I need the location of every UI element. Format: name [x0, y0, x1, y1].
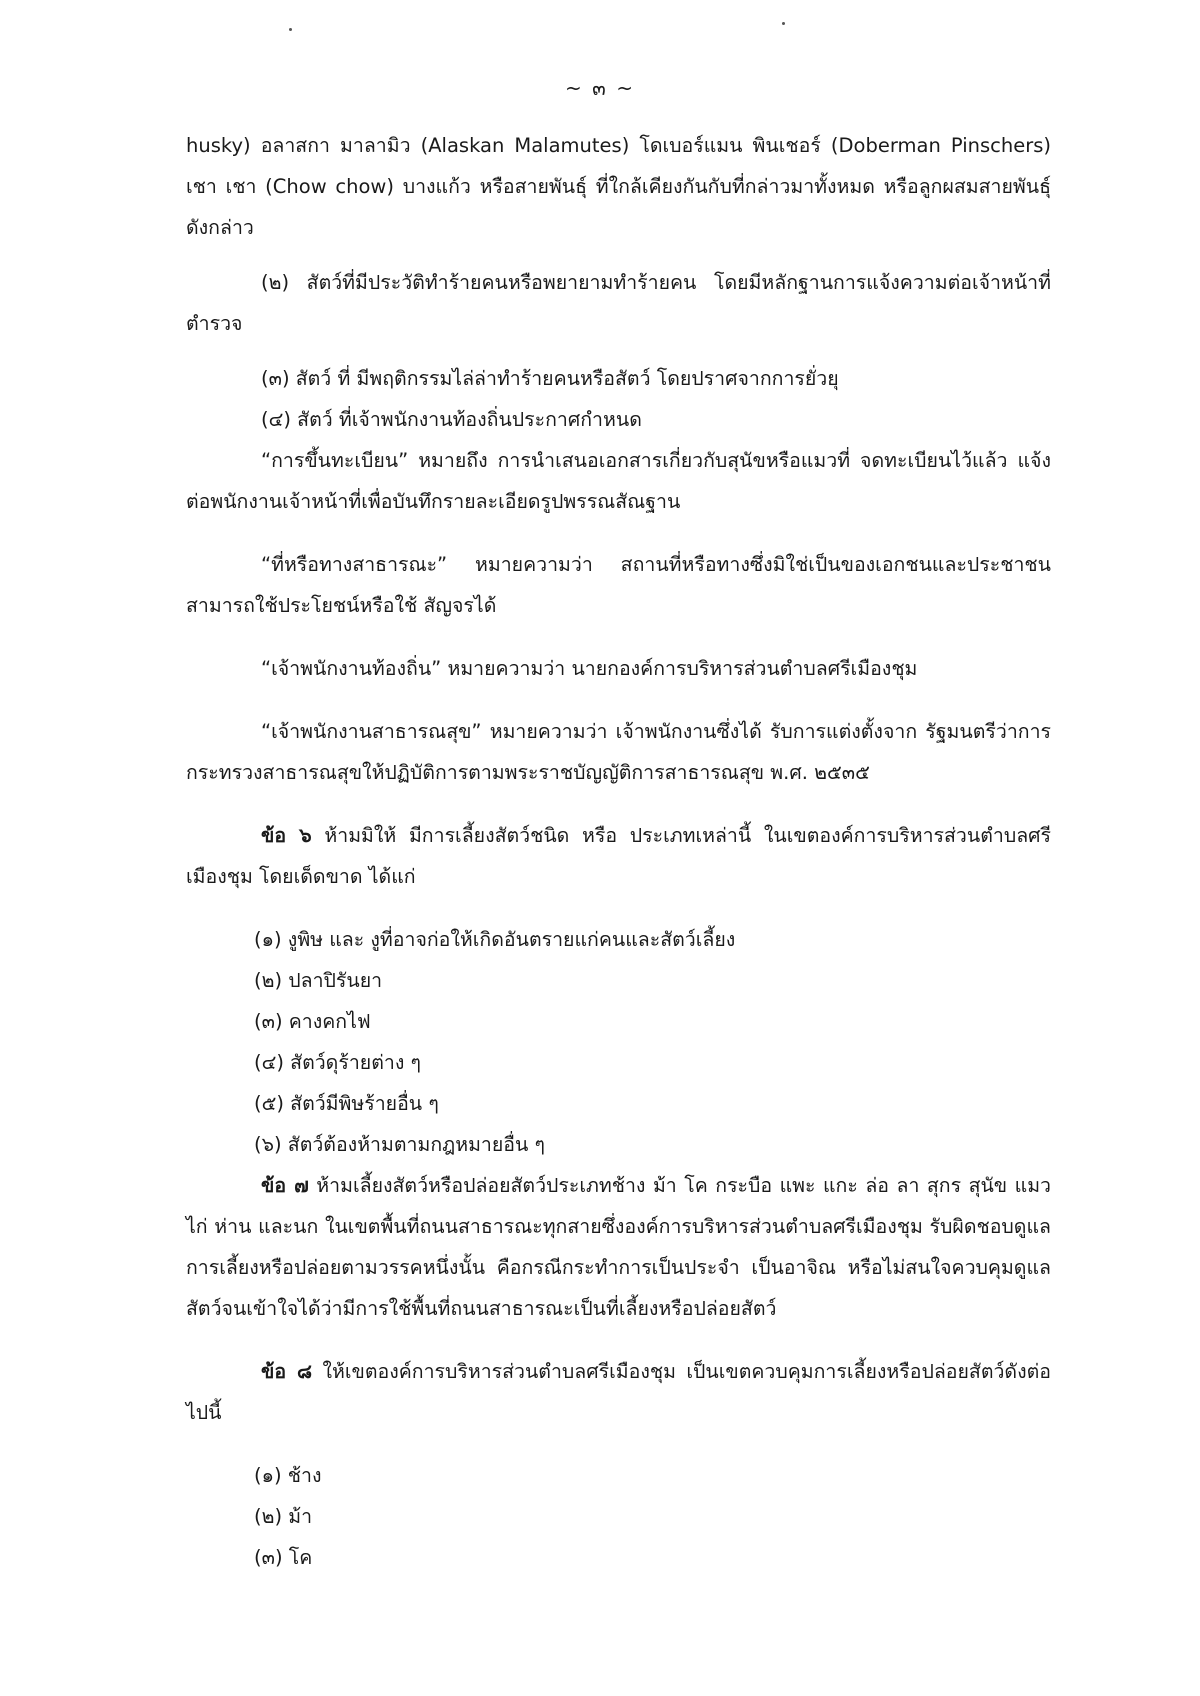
article-6-list [186, 919, 1051, 1165]
list-item: (๒) ม้า [254, 1505, 313, 1528]
definition-local-official: “เจ้าพนักงานท้องถิ่น” หมายความว่า นายกองค์การบริหารส่วนตำบลศรีเมืองชุม [261, 657, 918, 680]
list-item: (๒) ปลาปิรันยา [254, 969, 383, 992]
article-6-text: ห้ามมิให้ มีการเลี้ยงสัตว์ชนิด หรือ ประเภทเหล่านี้ ในเขตองค์การบริหารส่วนตำบลศรีเมืองชุม โดยเด็ดขาด ได้แก่ [186, 824, 1051, 888]
article-6 [186, 815, 1051, 897]
article-6-label: ข้อ ๖ [261, 824, 312, 847]
definition-health-official: “เจ้าพนักงานสาธารณสุข” หมายความว่า เจ้าพนักงานซึ่งได้ รับการแต่งตั้งจาก รัฐมนตรีว่าการกระทรวงสาธารณสุขให้ปฏิบัติการตามพระราชบัญญัติการสาธารณสุข พ.ศ. ๒๕๓๕ [186, 720, 1051, 784]
list-item: (๓) โค [254, 1546, 313, 1569]
definition-registration: “การขึ้นทะเบียน” หมายถึง การนำเสนอเอกสารเกี่ยวกับสุนัขหรือแมวที่ จดทะเบียนไว้แล้ว แจ้งต่อพนักงานเจ้าหน้าที่เพื่อบันทึกรายละเอียดรูปพรรณสัณฐาน [186, 449, 1051, 513]
paragraph-breed-list: husky) อลาสกา มาลามิว (Alaskan Malamutes) โดเบอร์แมน พินเชอร์ (Doberman Pinschers) เชา เชา (Chow chow) บางแก้ว หรือสายพันธุ์ ที่ใกล้เคียงกันกับที่กล่าวมาทั้งหมด หรือลูกผสมสายพันธุ์ดังกล่าว [186, 134, 1051, 239]
list-item: (๖) สัตว์ต้องห้ามตามกฎหมายอื่น ๆ [254, 1133, 546, 1156]
scan-speck [289, 28, 292, 31]
list-item: (๓) คางคกไฟ [254, 1010, 371, 1033]
article-7-label: ข้อ ๗ [261, 1174, 309, 1197]
paragraph-item-2: (๒) สัตว์ที่มีประวัติทำร้ายคนหรือพยายามทำร้ายคน โดยมีหลักฐานการแจ้งความต่อเจ้าหน้าที่ตำรวจ [186, 271, 1051, 335]
article-7-text: ห้ามเลี้ยงสัตว์หรือปล่อยสัตว์ประเภทช้าง ม้า โค กระบือ แพะ แกะ ล่อ ลา สุกร สุนัข แมว ไก่ ห่าน และนก ในเขตพื้นที่ถนนสาธารณะทุกสายซึ่งองค์การบริหารส่วนตำบลศรีเมืองชุม รับผิดชอบดูแลการเลี้ยงหรือปล่อยตามวรรคหนึ่งนั้น คือกรณีกระทำการเป็นประจำ เป็นอาจิณ หรือไม่สนใจควบคุมดูแลสัตว์จนเข้าใจได้ว่ามีการใช้พื้นที่ถนนสาธารณะเป็นที่เลี้ยงหรือปล่อยสัตว์ [186, 1174, 1051, 1320]
article-8-list [186, 1455, 1051, 1578]
page-number: ~ ๓ ~ [565, 76, 635, 100]
list-item: (๑) งูพิษ และ งูที่อาจก่อให้เกิดอันตรายแก่คนและสัตว์เลี้ยง [254, 928, 736, 951]
list-item: (๔) สัตว์ดุร้ายต่าง ๆ [254, 1051, 422, 1074]
document-body [186, 125, 1051, 1578]
scan-speck [782, 22, 785, 25]
list-item: (๑) ช้าง [254, 1464, 322, 1487]
article-8-text: ให้เขตองค์การบริหารส่วนตำบลศรีเมืองชุม เป็นเขตควบคุมการเลี้ยงหรือปล่อยสัตว์ดังต่อไปนี้ [186, 1360, 1051, 1424]
paragraph-item-4: (๔) สัตว์ ที่เจ้าพนักงานท้องถิ่นประกาศกำหนด [261, 408, 642, 431]
definition-public-place: “ที่หรือทางสาธารณะ” หมายความว่า สถานที่หรือทางซึ่งมิใช่เป็นของเอกชนและประชาชนสามารถใช้ประโยชน์หรือใช้ สัญจรได้ [186, 553, 1051, 617]
article-8 [186, 1351, 1051, 1433]
article-8-label: ข้อ ๘ [261, 1360, 313, 1383]
list-item: (๕) สัตว์มีพิษร้ายอื่น ๆ [254, 1092, 439, 1115]
article-7 [186, 1165, 1051, 1329]
paragraph-item-3: (๓) สัตว์ ที่ มีพฤติกรรมไล่ล่าทำร้ายคนหรือสัตว์ โดยปราศจากการยั่วยุ [261, 367, 839, 390]
